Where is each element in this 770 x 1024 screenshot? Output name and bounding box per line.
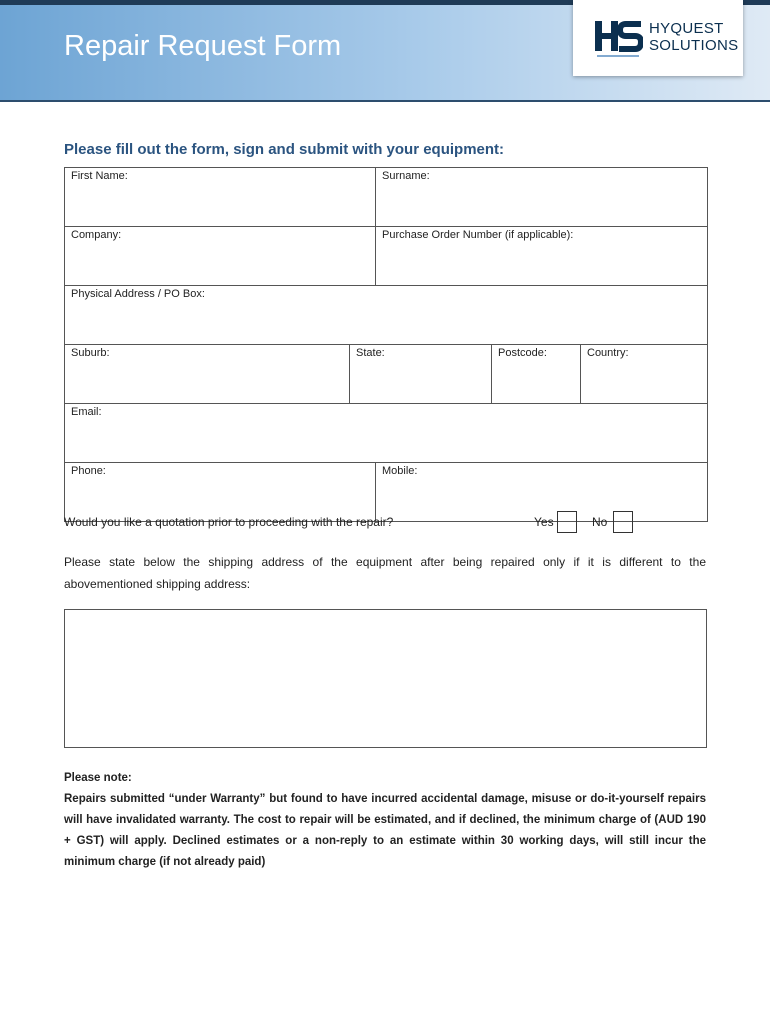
first-name-field[interactable] — [65, 168, 376, 227]
customer-details-table — [64, 167, 708, 522]
table-row — [65, 168, 708, 227]
table-row — [65, 404, 708, 463]
shipping-instruction: Please state below the shipping address of the equipment after being repaired only if it is different to the abovementioned shipping address: — [64, 555, 706, 591]
logo-wordmark-line2: SOLUTIONS — [649, 37, 739, 54]
mobile-field[interactable] — [376, 463, 708, 522]
note-body: Repairs submitted “under Warranty” but found to have incurred accidental damage, misuse or do-it-yourself repairs will have invalidated warranty. The cost to repair will be estimated, and if declined, the minimum charge of (AUD 190 + GST) will apply. Declined estimates or a non-reply to an estimate within 30 working days, will still incur the minimum charge (if not already paid) — [64, 793, 706, 868]
phone-field[interactable] — [65, 463, 376, 522]
country-label: Country: — [587, 347, 629, 359]
note-section — [64, 768, 706, 873]
physical-address-field[interactable] — [65, 286, 708, 345]
note-title: Please note: — [64, 772, 132, 784]
email-field[interactable] — [65, 404, 708, 463]
physical-address-label: Physical Address / PO Box: — [71, 288, 205, 300]
yes-label: Yes — [534, 515, 554, 529]
country-field[interactable] — [581, 345, 708, 404]
first-name-label: First Name: — [71, 170, 128, 182]
shipping-address-box[interactable] — [64, 609, 707, 748]
table-row — [65, 463, 708, 522]
table-row — [65, 345, 708, 404]
mobile-label: Mobile: — [382, 465, 418, 477]
no-label: No — [592, 515, 608, 529]
company-label: Company: — [71, 229, 122, 241]
suburb-field[interactable] — [65, 345, 350, 404]
postcode-label: Postcode: — [498, 347, 547, 359]
phone-label: Phone: — [71, 465, 106, 477]
purchase-order-field[interactable] — [376, 227, 708, 286]
yes-checkbox[interactable] — [557, 511, 577, 533]
company-logo — [573, 0, 743, 76]
no-checkbox[interactable] — [613, 511, 633, 533]
company-field[interactable] — [65, 227, 376, 286]
email-label: Email: — [71, 406, 102, 418]
quotation-question: Would you like a quotation prior to proceeding with the repair? — [64, 515, 394, 529]
table-row — [65, 227, 708, 286]
form-heading: Please fill out the form, sign and submit with your equipment: — [64, 141, 505, 158]
table-row — [65, 286, 708, 345]
surname-label: Surname: — [382, 170, 430, 182]
hs-logo-icon — [593, 15, 643, 61]
state-label: State: — [356, 347, 385, 359]
postcode-field[interactable] — [492, 345, 581, 404]
state-field[interactable] — [350, 345, 492, 404]
page-title: Repair Request Form — [64, 30, 342, 62]
logo-wordmark-line1: HYQUEST — [649, 20, 724, 37]
suburb-label: Suburb: — [71, 347, 110, 359]
purchase-order-label: Purchase Order Number (if applicable): — [382, 229, 574, 241]
surname-field[interactable] — [376, 168, 708, 227]
